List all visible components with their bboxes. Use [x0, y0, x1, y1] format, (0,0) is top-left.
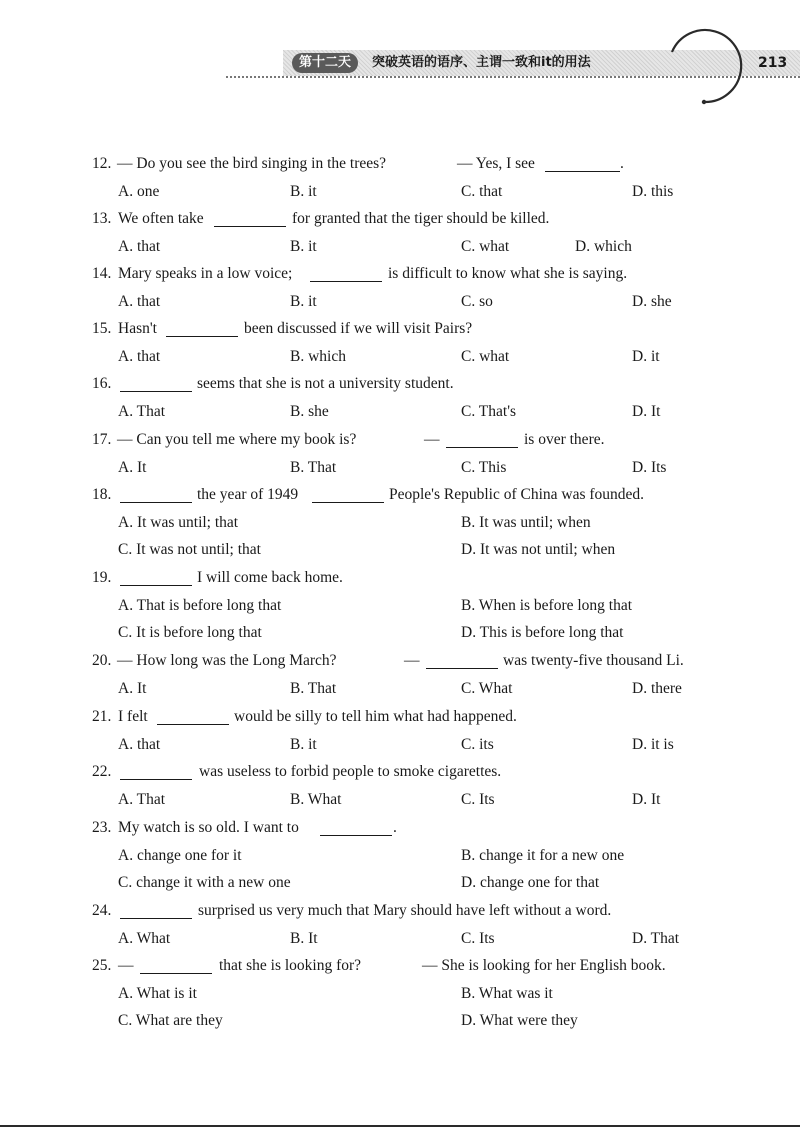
question-stem: Mary speaks in a low voice;	[118, 265, 293, 282]
question-number: 15.	[92, 320, 112, 337]
option-c[interactable]: C. its	[461, 736, 494, 753]
option-a[interactable]: A. What	[118, 930, 171, 947]
option-c[interactable]: C. what	[461, 348, 510, 365]
question-number: 12.	[92, 155, 112, 172]
question-number: 20.	[92, 652, 112, 669]
option-a[interactable]: A. It was until; that	[118, 514, 239, 531]
option-b[interactable]: B. she	[290, 403, 329, 420]
option-a[interactable]: A. It	[118, 459, 147, 476]
question-stem: is over there.	[524, 431, 605, 448]
page-bottom-rule	[0, 1125, 800, 1127]
header-arc-ornament	[664, 22, 754, 112]
option-a[interactable]: A. that	[118, 293, 161, 310]
question-stem: .	[393, 819, 397, 836]
answer-blank[interactable]	[312, 486, 384, 503]
option-b[interactable]: B. change it for a new one	[461, 847, 625, 864]
answer-blank[interactable]	[545, 155, 620, 172]
option-c[interactable]: C. what	[461, 238, 510, 255]
option-d[interactable]: D. this	[632, 183, 674, 200]
option-a[interactable]: A. that	[118, 736, 161, 753]
option-d[interactable]: D. it is	[632, 736, 674, 753]
option-c[interactable]: C. What are they	[118, 1012, 223, 1029]
option-b[interactable]: B. it	[290, 736, 317, 753]
option-c[interactable]: C. that	[461, 183, 503, 200]
question-21	[0, 706, 800, 728]
answer-blank[interactable]	[214, 210, 286, 227]
question-number: 16.	[92, 375, 112, 392]
question-13	[0, 208, 800, 230]
option-b[interactable]: B. That	[290, 680, 337, 697]
question-14	[0, 263, 800, 285]
option-b[interactable]: B. What was it	[461, 985, 553, 1002]
question-stem: was twenty-five thousand Li.	[503, 652, 684, 669]
question-number: 23.	[92, 819, 112, 836]
question-stem: been discussed if we will visit Pairs?	[244, 320, 473, 337]
question-number: 24.	[92, 902, 112, 919]
question-stem: I will come back home.	[197, 569, 343, 586]
answer-blank[interactable]	[426, 652, 498, 669]
option-c[interactable]: C. so	[461, 293, 493, 310]
question-stem: —	[424, 431, 440, 448]
question-23	[0, 817, 800, 839]
option-c[interactable]: C. What	[461, 680, 513, 697]
question-stem: was useless to forbid people to smoke cigarettes.	[199, 763, 502, 780]
option-b[interactable]: B. It was until; when	[461, 514, 591, 531]
question-stem: surprised us very much that Mary should have left without a word.	[198, 902, 612, 919]
question-16	[0, 373, 800, 395]
question-stem: the year of 1949	[197, 486, 299, 503]
option-a[interactable]: A. that	[118, 348, 161, 365]
question-stem: for granted that the tiger should be killed.	[292, 210, 550, 227]
question-number: 18.	[92, 486, 112, 503]
answer-blank[interactable]	[157, 708, 229, 725]
option-a[interactable]: A. That	[118, 403, 166, 420]
question-stem: —	[404, 652, 420, 669]
option-b[interactable]: B. That	[290, 459, 337, 476]
option-d[interactable]: D. Its	[632, 459, 667, 476]
answer-blank[interactable]	[120, 763, 192, 780]
question-stem: .	[620, 155, 624, 172]
option-c[interactable]: C. That's	[461, 403, 517, 420]
option-d[interactable]: D. It was not until; when	[461, 541, 616, 558]
question-stem: would be silly to tell him what had happened.	[234, 708, 517, 725]
option-d[interactable]: D. there	[632, 680, 682, 697]
option-d[interactable]: D. she	[632, 293, 672, 310]
option-d[interactable]: D. It	[632, 791, 661, 808]
question-stem: — She is looking for her English book.	[422, 957, 666, 974]
option-c[interactable]: C. change it with a new one	[118, 874, 291, 891]
answer-blank[interactable]	[446, 431, 518, 448]
option-c[interactable]: C. Its	[461, 930, 495, 947]
option-a[interactable]: A. What is it	[118, 985, 197, 1002]
option-c[interactable]: C. Its	[461, 791, 495, 808]
question-stem: — Yes, I see	[457, 155, 535, 172]
option-b[interactable]: B. What	[290, 791, 342, 808]
answer-blank[interactable]	[166, 320, 238, 337]
question-25	[0, 955, 800, 977]
answer-blank[interactable]	[120, 375, 192, 392]
option-d[interactable]: D. That	[632, 930, 680, 947]
option-a[interactable]: A. change one for it	[118, 847, 242, 864]
question-22	[0, 761, 800, 783]
option-b[interactable]: B. When is before long that	[461, 597, 633, 614]
option-d[interactable]: D. This is before long that	[461, 624, 624, 641]
question-number: 19.	[92, 569, 112, 586]
option-a[interactable]: A. That	[118, 791, 166, 808]
question-24	[0, 900, 800, 922]
question-stem: is difficult to know what she is saying.	[388, 265, 628, 282]
option-b[interactable]: B. it	[290, 238, 317, 255]
question-stem: My watch is so old. I want to	[118, 819, 299, 836]
question-number: 25.	[92, 957, 112, 974]
question-number: 17.	[92, 431, 112, 448]
answer-blank[interactable]	[120, 902, 192, 919]
question-20	[0, 650, 800, 672]
question-stem: — How long was the Long March?	[117, 652, 337, 669]
option-d[interactable]: D. it	[632, 348, 660, 365]
page-number: 213	[758, 55, 788, 71]
option-b[interactable]: B. It	[290, 930, 318, 947]
question-stem: that she is looking for?	[219, 957, 362, 974]
option-d[interactable]: D. which	[575, 238, 632, 255]
question-number: 21.	[92, 708, 112, 725]
question-17	[0, 429, 800, 451]
answer-blank[interactable]	[120, 569, 192, 586]
question-stem: People's Republic of China was founded.	[389, 486, 645, 503]
question-15	[0, 318, 800, 340]
option-a[interactable]: A. that	[118, 238, 161, 255]
question-stem: — Can you tell me where my book is?	[117, 431, 357, 448]
option-a[interactable]: A. That is before long that	[118, 597, 282, 614]
question-stem: We often take	[118, 210, 204, 227]
option-c[interactable]: C. It was not until; that	[118, 541, 261, 558]
day-badge: 第十二天	[292, 53, 358, 73]
option-a[interactable]: A. one	[118, 183, 160, 200]
question-number: 13.	[92, 210, 112, 227]
option-b[interactable]: B. it	[290, 293, 317, 310]
option-c[interactable]: C. It is before long that	[118, 624, 262, 641]
question-19	[0, 567, 800, 589]
answer-blank[interactable]	[320, 819, 392, 836]
chapter-title: 突破英语的语序、主谓一致和it的用法	[372, 55, 591, 70]
answer-blank[interactable]	[310, 265, 382, 282]
option-d[interactable]: D. It	[632, 403, 661, 420]
question-number: 22.	[92, 763, 112, 780]
option-a[interactable]: A. It	[118, 680, 147, 697]
answer-blank[interactable]	[140, 957, 212, 974]
option-b[interactable]: B. it	[290, 183, 317, 200]
question-stem: I felt	[118, 708, 148, 725]
option-c[interactable]: C. This	[461, 459, 507, 476]
question-stem: seems that she is not a university student.	[197, 375, 454, 392]
question-stem: Hasn't	[118, 320, 157, 337]
option-d[interactable]: D. change one for that	[461, 874, 600, 891]
answer-blank[interactable]	[120, 486, 192, 503]
option-b[interactable]: B. which	[290, 348, 346, 365]
question-number: 14.	[92, 265, 112, 282]
question-stem: — Do you see the bird singing in the trees?	[117, 155, 387, 172]
question-stem: —	[118, 957, 134, 974]
question-18	[0, 484, 800, 506]
option-d[interactable]: D. What were they	[461, 1012, 578, 1029]
question-12	[0, 153, 800, 175]
